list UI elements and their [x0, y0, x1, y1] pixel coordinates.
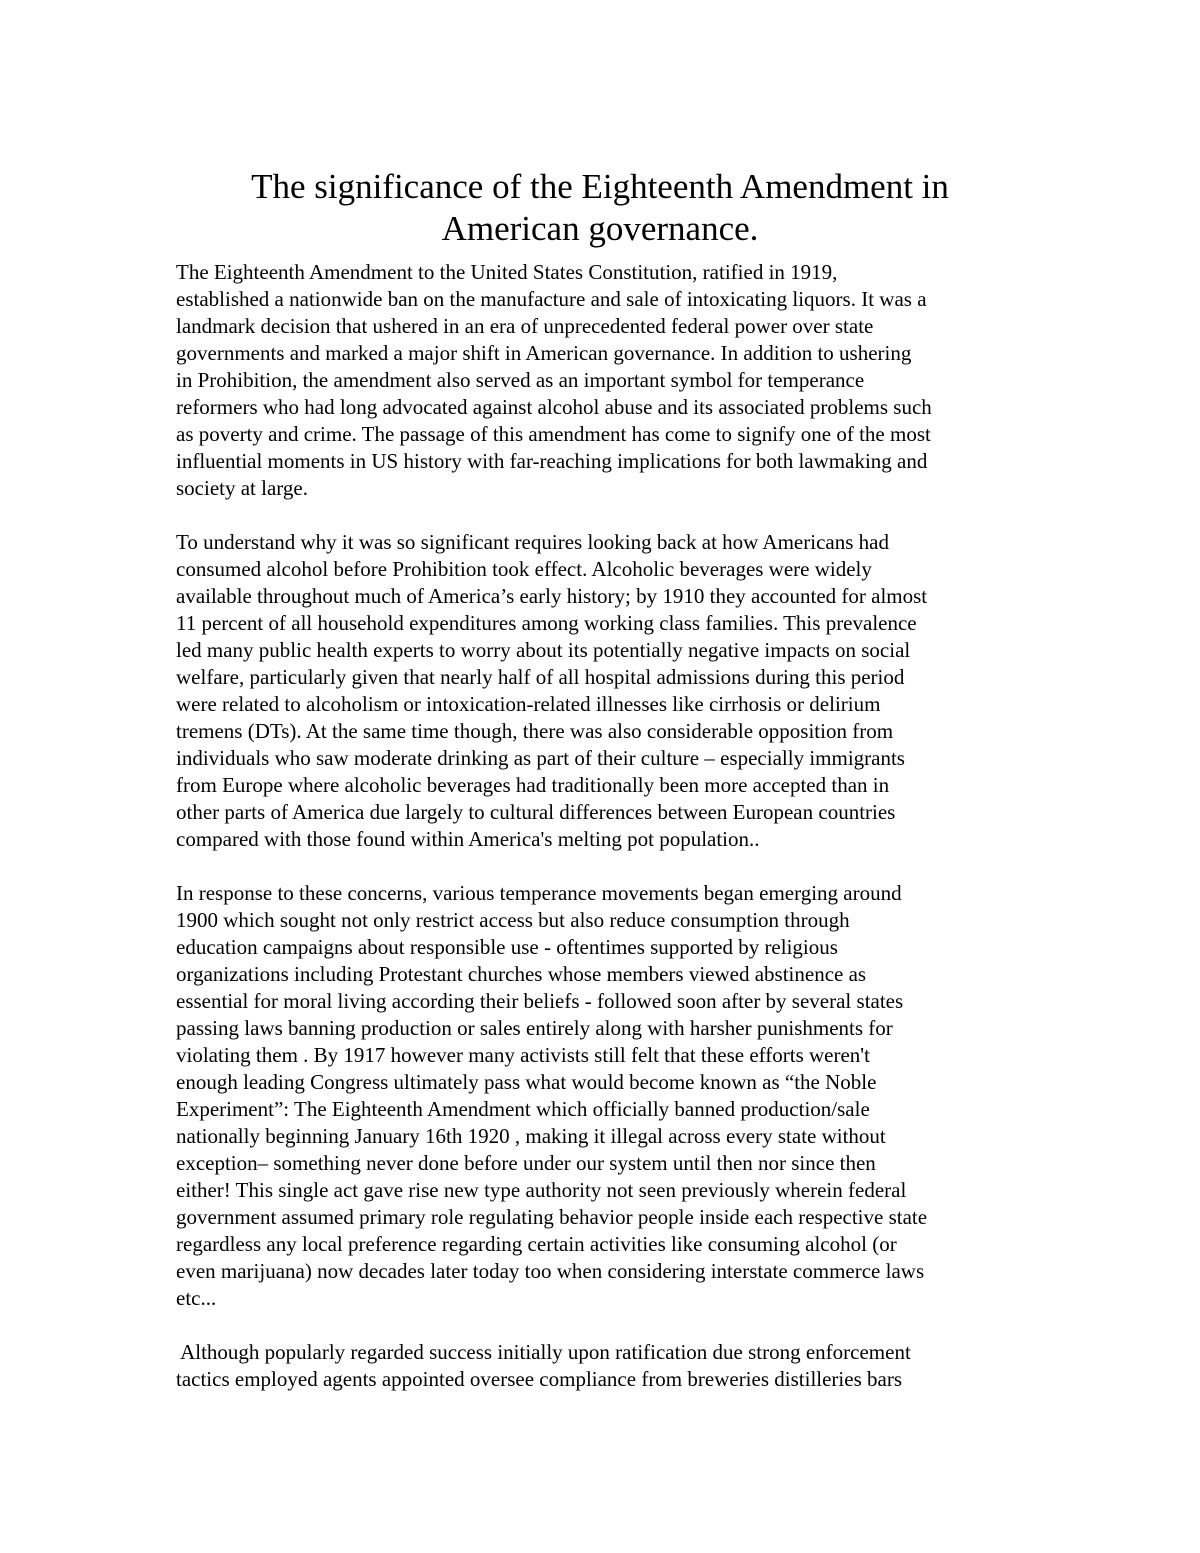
paragraph-line: individuals who saw moderate drinking as part of their culture – especially immigrants — [176, 746, 905, 770]
paragraph-line: The Eighteenth Amendment to the United States Constitution, ratified in 1919, — [176, 260, 838, 284]
paragraph-line: education campaigns about responsible use - oftentimes supported by religious — [176, 935, 838, 959]
paragraph-line: landmark decision that ushered in an era of unprecedented federal power over state — [176, 314, 874, 338]
paragraph-line: regardless any local preference regarding certain activities like consuming alcohol (or — [176, 1232, 897, 1256]
paragraph-4 — [176, 1339, 1076, 1393]
paragraph-line: In response to these concerns, various temperance movements began emerging around — [176, 881, 902, 905]
paragraph-3 — [176, 880, 1076, 1312]
paragraph-line: led many public health experts to worry about its potentially negative impacts on social — [176, 638, 911, 662]
paragraph-spacer — [176, 1312, 1076, 1339]
paragraph-line: essential for moral living according their beliefs - followed soon after by several states — [176, 989, 904, 1013]
paragraph-line: 11 percent of all household expenditures among working class families. This prevalence — [176, 611, 917, 635]
paragraph-line: To understand why it was so significant requires looking back at how Americans had — [176, 530, 889, 554]
paragraph-line: as poverty and crime. The passage of this amendment has come to signify one of the most — [176, 422, 931, 446]
paragraph-line: established a nationwide ban on the manufacture and sale of intoxicating liquors. It was a — [176, 287, 927, 311]
paragraph-2 — [176, 529, 1076, 853]
paragraph-line: compared with those found within America's melting pot population.. — [176, 827, 760, 851]
paragraph-line: 1900 which sought not only restrict access but also reduce consumption through — [176, 908, 850, 932]
paragraph-line: either! This single act gave rise new type authority not seen previously wherein federal — [176, 1178, 907, 1202]
paragraph-line: government assumed primary role regulating behavior people inside each respective state — [176, 1205, 928, 1229]
paragraph-line: Although popularly regarded success initially upon ratification due strong enforcement — [176, 1340, 911, 1364]
paragraph-line: exception– something never done before under our system until then nor since then — [176, 1151, 876, 1175]
paragraph-line: reformers who had long advocated against alcohol abuse and its associated problems such — [176, 395, 932, 419]
paragraph-line: tremens (DTs). At the same time though, there was also considerable opposition from — [176, 719, 894, 743]
paragraph-line: nationally beginning January 16th 1920 , making it illegal across every state without — [176, 1124, 886, 1148]
document-body — [176, 259, 1076, 1393]
paragraph-line: available throughout much of America’s early history; by 1910 they accounted for almost — [176, 584, 928, 608]
paragraph-line: Experiment”: The Eighteenth Amendment which officially banned production/sale — [176, 1097, 870, 1121]
paragraph-spacer — [176, 502, 1076, 529]
paragraph-line: were related to alcoholism or intoxication-related illnesses like cirrhosis or delirium — [176, 692, 881, 716]
paragraph-line: even marijuana) now decades later today too when considering interstate commerce laws — [176, 1259, 925, 1283]
paragraph-line: enough leading Congress ultimately pass what would become known as “the Noble — [176, 1070, 877, 1094]
paragraph-line: welfare, particularly given that nearly half of all hospital admissions during this period — [176, 665, 905, 689]
paragraph-line: influential moments in US history with far-reaching implications for both lawmaking and — [176, 449, 928, 473]
paragraph-line: tactics employed agents appointed oversee compliance from breweries distilleries bars — [176, 1367, 902, 1391]
paragraph-line: organizations including Protestant churches whose members viewed abstinence as — [176, 962, 867, 986]
paragraph-line: consumed alcohol before Prohibition took effect. Alcoholic beverages were widely — [176, 557, 872, 581]
paragraph-line: governments and marked a major shift in American governance. In addition to ushering — [176, 341, 912, 365]
title-line-2: American governance. — [441, 209, 759, 248]
paragraph-1 — [176, 259, 1076, 502]
paragraph-line: etc... — [176, 1286, 217, 1310]
paragraph-line: from Europe where alcoholic beverages had traditionally been more accepted than in — [176, 773, 890, 797]
document-title — [150, 166, 1050, 250]
paragraph-line: passing laws banning production or sales entirely along with harsher punishments for — [176, 1016, 893, 1040]
paragraph-line: violating them . By 1917 however many activists still felt that these efforts weren't — [176, 1043, 870, 1067]
paragraph-line: in Prohibition, the amendment also served as an important symbol for temperance — [176, 368, 865, 392]
title-line-1: The significance of the Eighteenth Amendment in — [251, 167, 949, 206]
paragraph-line: society at large. — [176, 476, 308, 500]
paragraph-line: other parts of America due largely to cultural differences between European countries — [176, 800, 896, 824]
paragraph-spacer — [176, 853, 1076, 880]
